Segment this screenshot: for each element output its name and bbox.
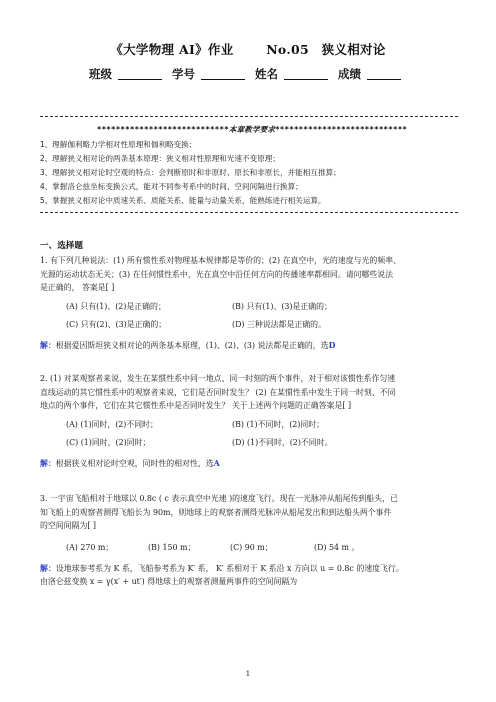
score-blank[interactable] — [367, 67, 401, 80]
question-3-option-a: (A) 270 m； — [66, 543, 114, 552]
question-3-line: 知飞船上的观察者测得飞船长为 90m，则地球上的观察者测得光脉冲从船尾发出和到达船头两个事件 — [40, 507, 392, 517]
stars-left: **************************** — [96, 125, 229, 134]
requirement-item: 1、理解伽利略力学相对性原理和伽利略变换； — [40, 140, 197, 149]
class-label: 班级 — [88, 67, 112, 81]
question-2-option-a: (A) (1)同时，(2)不同时； — [66, 420, 158, 429]
solution-tag: 解： — [40, 341, 56, 350]
class-blank[interactable] — [118, 67, 162, 80]
solution-answer: D — [328, 341, 336, 350]
question-1-solution — [40, 339, 460, 352]
question-2-line: 地点的两个事件，它们在其它惯性系中是否同时发生？ 关于上述两个问题的正确答案是[ ] — [40, 401, 352, 410]
question-2-option-c: (C) (1)同时，(2)同时； — [66, 438, 151, 447]
solution-tag: 解： — [40, 459, 56, 468]
question-3-option-c: (C) 90 m； — [230, 543, 273, 552]
question-1-stem — [40, 254, 460, 295]
requirement-item: 2、理解狭义相对论的两条基本原理：狭义相对性原理和光速不变原理； — [40, 154, 280, 163]
question-2-stem — [40, 372, 460, 413]
requirements-heading — [52, 124, 452, 135]
question-1-option-d: (D) 三种说法都是正确的。 — [232, 320, 326, 329]
section-heading: 一、选择题 — [40, 241, 83, 251]
requirement-item: 3、理解狭义相对论时空观的特点：会判断原时和非原时、原长和非原长，并能相互推算； — [40, 168, 341, 177]
requirement-item: 4、掌握洛仑兹坐标变换公式，能对不同参考系中的时间、空间间隔进行换算； — [40, 182, 303, 191]
student-id-label: 学号 — [171, 67, 195, 81]
question-2-option-b: (B) (1)不同时，(2)同时； — [232, 420, 325, 429]
question-3-option-b: (B) 150 m； — [148, 543, 196, 552]
assignment-topic: 狭义相对论 — [321, 42, 386, 57]
question-3-stem — [40, 492, 460, 533]
question-2-line: 直线运动的其它惯性系中的观察者来说，它们是否同时发生？ (2) 在某惯性系中发生于同一时刻、不同 — [40, 387, 396, 397]
question-2-option-d: (D) (1)不同时，(2)不同时。 — [232, 438, 333, 447]
divider-bottom — [40, 212, 458, 213]
score-label: 成绩 — [338, 67, 362, 81]
solution-text: 设地球参考系为 K 系，飞船参考系为 K′ 系， K′ 系相对于 K 系沿 x 方向以 u = 0.8c 的速度飞行。 — [55, 564, 404, 573]
page-number: 1 — [245, 670, 251, 678]
requirements-heading-text: 本章教学要求 — [228, 125, 276, 134]
solution-tag: 解： — [40, 564, 56, 573]
student-id-blank[interactable] — [201, 67, 245, 80]
assignment-number: No.05 — [266, 42, 309, 57]
solution-text: 根据狭义相对论时空观，同时性的相对性，选 — [55, 459, 214, 468]
solution-answer: A — [213, 459, 220, 468]
question-1-line: 光源的运动状态无关；(3) 在任何惯性系中，光在真空中沿任何方向的传播速率都相同。请问哪些说法 — [40, 269, 393, 279]
solution-text: 由洛仑兹变换 x = γ(x′ + ut′) 得地球上的观察者测量两事件的空间间隔为 — [40, 577, 298, 586]
question-1-line: 1. 有下列几种说法：(1) 所有惯性系对物理基本规律都是等价的；(2) 在真空中，光的速度与光的频率、 — [40, 256, 401, 265]
stars-right: **************************** — [275, 125, 408, 134]
question-3-line: 的空间间隔为[ ] — [40, 521, 97, 530]
student-info-line — [0, 66, 496, 82]
name-blank[interactable] — [284, 67, 328, 80]
question-3-option-d: (D) 54 m 。 — [314, 543, 360, 552]
question-1-option-b: (B) 只有(1)、(3)是正确的； — [232, 302, 332, 311]
question-3-line: 3. 一宇宙飞船相对于地球以 0.8c ( c 表示真空中光速 )的速度飞行。现在一光脉冲从船尾传到船头，已 — [40, 494, 398, 503]
question-2-solution — [40, 457, 460, 470]
question-2-line: 2. (1) 对某观察者来说，发生在某惯性系中同一地点、同一时刻的两个事件，对于相对该惯性系作匀速 — [40, 374, 396, 383]
requirement-item: 5、掌握狭义相对论中质速关系、质能关系、能量与动量关系，能熟练进行相关运算。 — [40, 196, 326, 205]
name-label: 姓名 — [255, 67, 278, 81]
question-1-line: 是正确的， 答案是[ ] — [40, 283, 115, 292]
question-1-option-a: (A) 只有(1)、(2)是正确的； — [66, 302, 166, 311]
course-title: 《大学物理 AI》作业 — [110, 42, 234, 57]
divider-top — [40, 116, 458, 117]
page-title — [0, 40, 496, 58]
solution-text: 根据爱因斯坦狭义相对论的两条基本原理，(1)、(2)、(3) 说法都是正确的，选 — [55, 341, 329, 350]
question-1-option-c: (C) 只有(2)、(3)是正确的； — [66, 320, 167, 329]
question-3-solution — [40, 562, 460, 588]
